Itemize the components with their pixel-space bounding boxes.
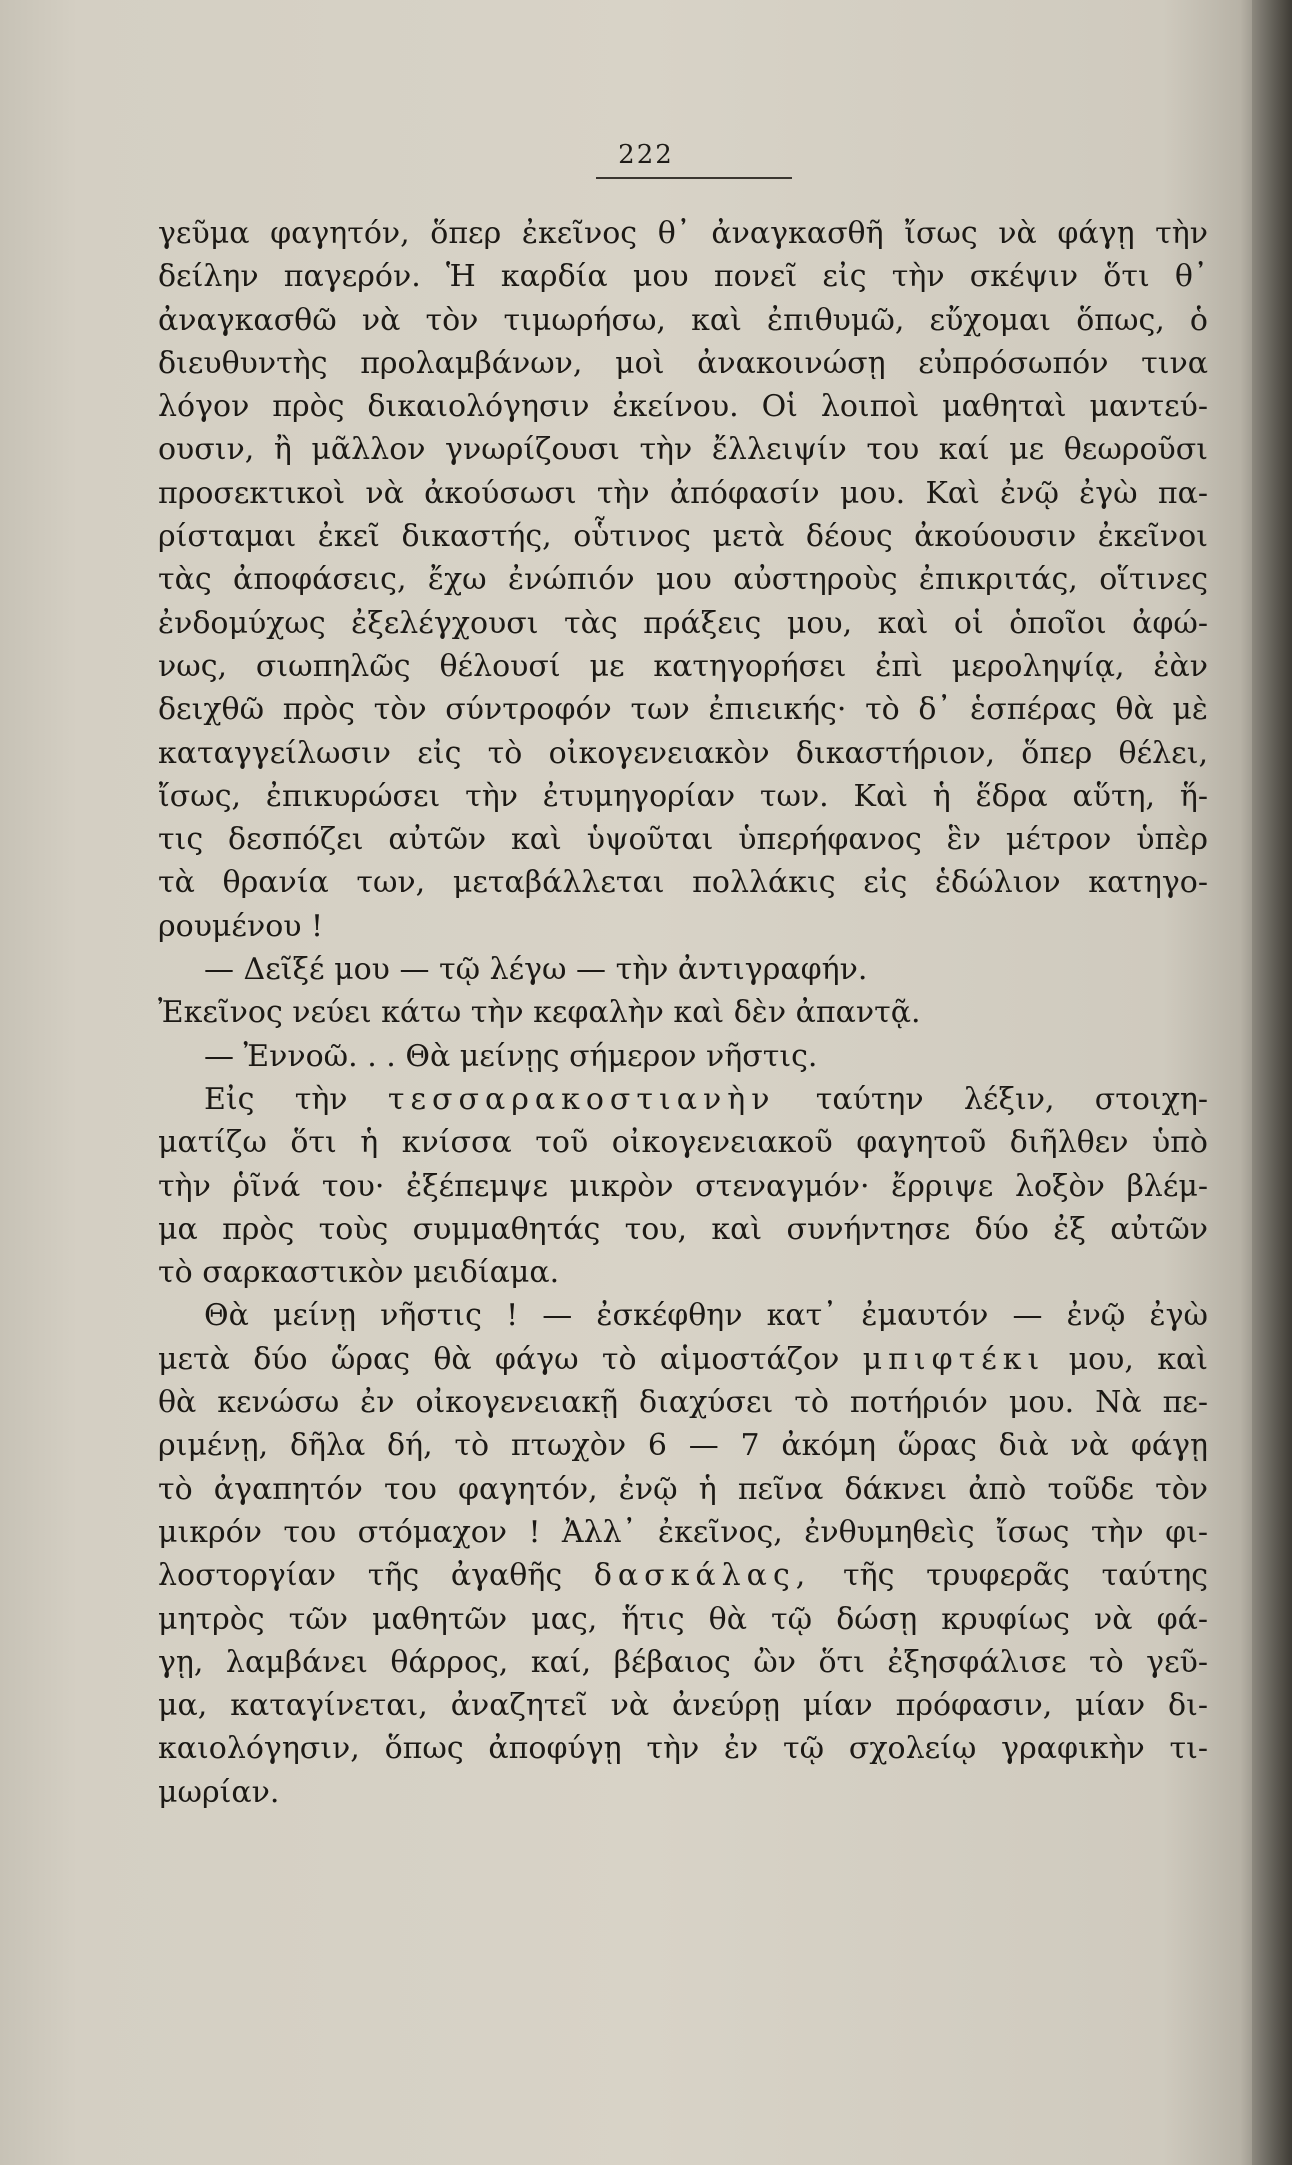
spaced-word: δασκάλας, <box>593 1558 812 1594</box>
text-line: ουσιν, ἢ μᾶλλον γνωρίζουσι τὴν ἔλλειψίν του καί με θεωροῦσι <box>158 432 1208 468</box>
text-fragment: λοστοργίαν τῆς ἀγαθῆς <box>158 1558 563 1594</box>
text-line: ριμένῃ, δῆλα δή, τὸ πτωχὸν 6 — 7 ἀκόμη ὥρας διὰ νὰ φάγῃ <box>158 1428 1208 1464</box>
text-line: τὸ ἀγαπητόν του φαγητόν, ἐνῷ ἡ πεῖνα δάκνει ἀπὸ τοῦδε τὸν <box>158 1471 1208 1507</box>
text-line: καιολόγησιν, ὅπως ἀποφύγῃ τὴν ἐν τῷ σχολείῳ γραφικὴν τι- <box>158 1731 1208 1767</box>
text-line: ρίσταμαι ἐκεῖ δικαστής, οὗτινος μετὰ δέους ἀκούουσιν ἐκεῖνοι <box>158 519 1208 555</box>
page-number-rule <box>596 177 792 179</box>
text-fragment: ταύτην λέξιν, στοιχη- <box>815 1081 1208 1117</box>
text-line: θὰ κενώσω ἐν οἰκογενειακῇ διαχύσει τὸ ποτήριόν μου. Νὰ πε- <box>158 1385 1208 1421</box>
text-fragment: τῆς τρυφερᾶς ταύτης <box>843 1558 1208 1594</box>
text-line: Ἐκεῖνος νεύει κάτω τὴν κεφαλὴν καὶ δὲν ἀπαντᾷ. <box>158 995 921 1031</box>
text-line <box>158 1338 1208 1381</box>
text-line <box>158 1078 1208 1121</box>
text-line: ἴσως, ἐπικυρώσει τὴν ἐτυμηγορίαν των. Καὶ ἡ ἕδρα αὕτη, ἥ- <box>158 778 1208 814</box>
book-spine-edge <box>1252 0 1292 2165</box>
text-line: μα, καταγίνεται, ἀναζητεῖ νὰ ἀνεύρῃ μίαν πρόφασιν, μίαν δι- <box>158 1688 1208 1724</box>
spaced-word: μπιφτέκι <box>862 1341 1046 1377</box>
text-line: γῃ, λαμβάνει θάρρος, καί, βέβαιος ὢν ὅτι ἐξησφάλισε τὸ γεῦ- <box>158 1644 1208 1680</box>
text-line: νως, σιωπηλῶς θέλουσί με κατηγορήσει ἐπὶ μεροληψίᾳ, ἐὰν <box>158 648 1208 684</box>
text-line: τὰς ἀποφάσεις, ἔχω ἐνώπιόν μου αὐστηροὺς ἐπικριτάς, οἵτινες <box>158 562 1208 598</box>
text-line: ἐνδομύχως ἐξελέγχουσι τὰς πράξεις μου, καὶ οἱ ὁποῖοι ἀφώ- <box>158 605 1208 641</box>
text-line: δειχθῶ πρὸς τὸν σύντροφόν των ἐπιεικής· τὸ δ᾽ ἑσπέρας θὰ μὲ <box>158 692 1208 728</box>
text-line: ματίζω ὅτι ἡ κνίσσα τοῦ οἰκογενειακοῦ φαγητοῦ διῆλθεν ὑπὸ <box>158 1125 1208 1161</box>
text-line: τὴν ῥῖνά του· ἐξέπεμψε μικρὸν στεναγμόν· ἔρριψε λοξὸν βλέμ- <box>158 1168 1208 1204</box>
body-text <box>158 212 1208 1814</box>
page-number: 222 <box>618 140 674 170</box>
text-line: — Ἐννοῶ. . . Θὰ μείνῃς σήμερον νῆστις. <box>204 1038 818 1074</box>
text-fragment: Εἰς τὴν <box>204 1081 348 1117</box>
text-line: τὰ θρανία των, μεταβάλλεται πολλάκις εἰς ἑδώλιον κατηγο- <box>158 865 1208 901</box>
text-line: ρουμένου ! <box>158 908 324 944</box>
text-line: μωρίαν. <box>158 1774 280 1810</box>
text-line: προσεκτικοὶ νὰ ἀκούσωσι τὴν ἀπόφασίν μου. Καὶ ἐνῷ ἐγὼ πα- <box>158 475 1208 511</box>
text-fragment: μου, καὶ <box>1068 1341 1208 1377</box>
text-line: γεῦμα φαγητόν, ὅπερ ἐκεῖνος θ᾽ ἀναγκασθῆ ἴσως νὰ φάγῃ τὴν <box>158 216 1208 251</box>
spaced-word: τεσσαρακοστιανὴν <box>387 1081 776 1117</box>
text-line: καταγγείλωσιν εἰς τὸ οἰκογενειακὸν δικαστήριον, ὅπερ θέλει, <box>158 735 1208 771</box>
text-line: ἀναγκασθῶ νὰ τὸν τιμωρήσω, καὶ ἐπιθυμῶ, εὔχομαι ὅπως, ὁ <box>158 302 1208 338</box>
text-line: τὸ σαρκαστικὸν μειδίαμα. <box>158 1255 560 1291</box>
text-line: Θὰ μείνῃ νῆστις ! — ἐσκέφθην κατ᾽ ἐμαυτόν — ἐνῷ ἐγὼ <box>204 1298 1208 1334</box>
text-line: διευθυντὴς προλαμβάνων, μοὶ ἀνακοινώσῃ εὐπρόσωπόν τινα <box>158 345 1208 381</box>
text-fragment: μετὰ δύο ὥρας θὰ φάγω τὸ αἱμοστάζον <box>158 1341 840 1377</box>
text-line: μικρόν του στόμαχον ! Ἀλλ᾽ ἐκεῖνος, ἐνθυμηθεὶς ἴσως τὴν φι- <box>158 1514 1208 1550</box>
text-line: τις δεσπόζει αὐτῶν καὶ ὑψοῦται ὑπερήφανος ἓν μέτρον ὑπὲρ <box>158 822 1208 858</box>
text-line: λόγον πρὸς δικαιολόγησιν ἐκείνου. Οἱ λοιποὶ μαθηταὶ μαντεύ- <box>158 389 1208 425</box>
text-line: μητρὸς τῶν μαθητῶν μας, ἥτις θὰ τῷ δώσῃ κρυφίως νὰ φά- <box>158 1601 1208 1637</box>
text-line: δείλην παγερόν. Ἡ καρδία μου πονεῖ εἰς τὴν σκέψιν ὅτι θ᾽ <box>158 259 1208 295</box>
text-line: — Δεῖξέ μου — τῷ λέγω — τὴν ἀντιγραφήν. <box>204 952 868 988</box>
text-line: μα πρὸς τοὺς συμμαθητάς του, καὶ συνήντησε δύο ἐξ αὐτῶν <box>158 1211 1208 1247</box>
text-line <box>158 1554 1208 1597</box>
